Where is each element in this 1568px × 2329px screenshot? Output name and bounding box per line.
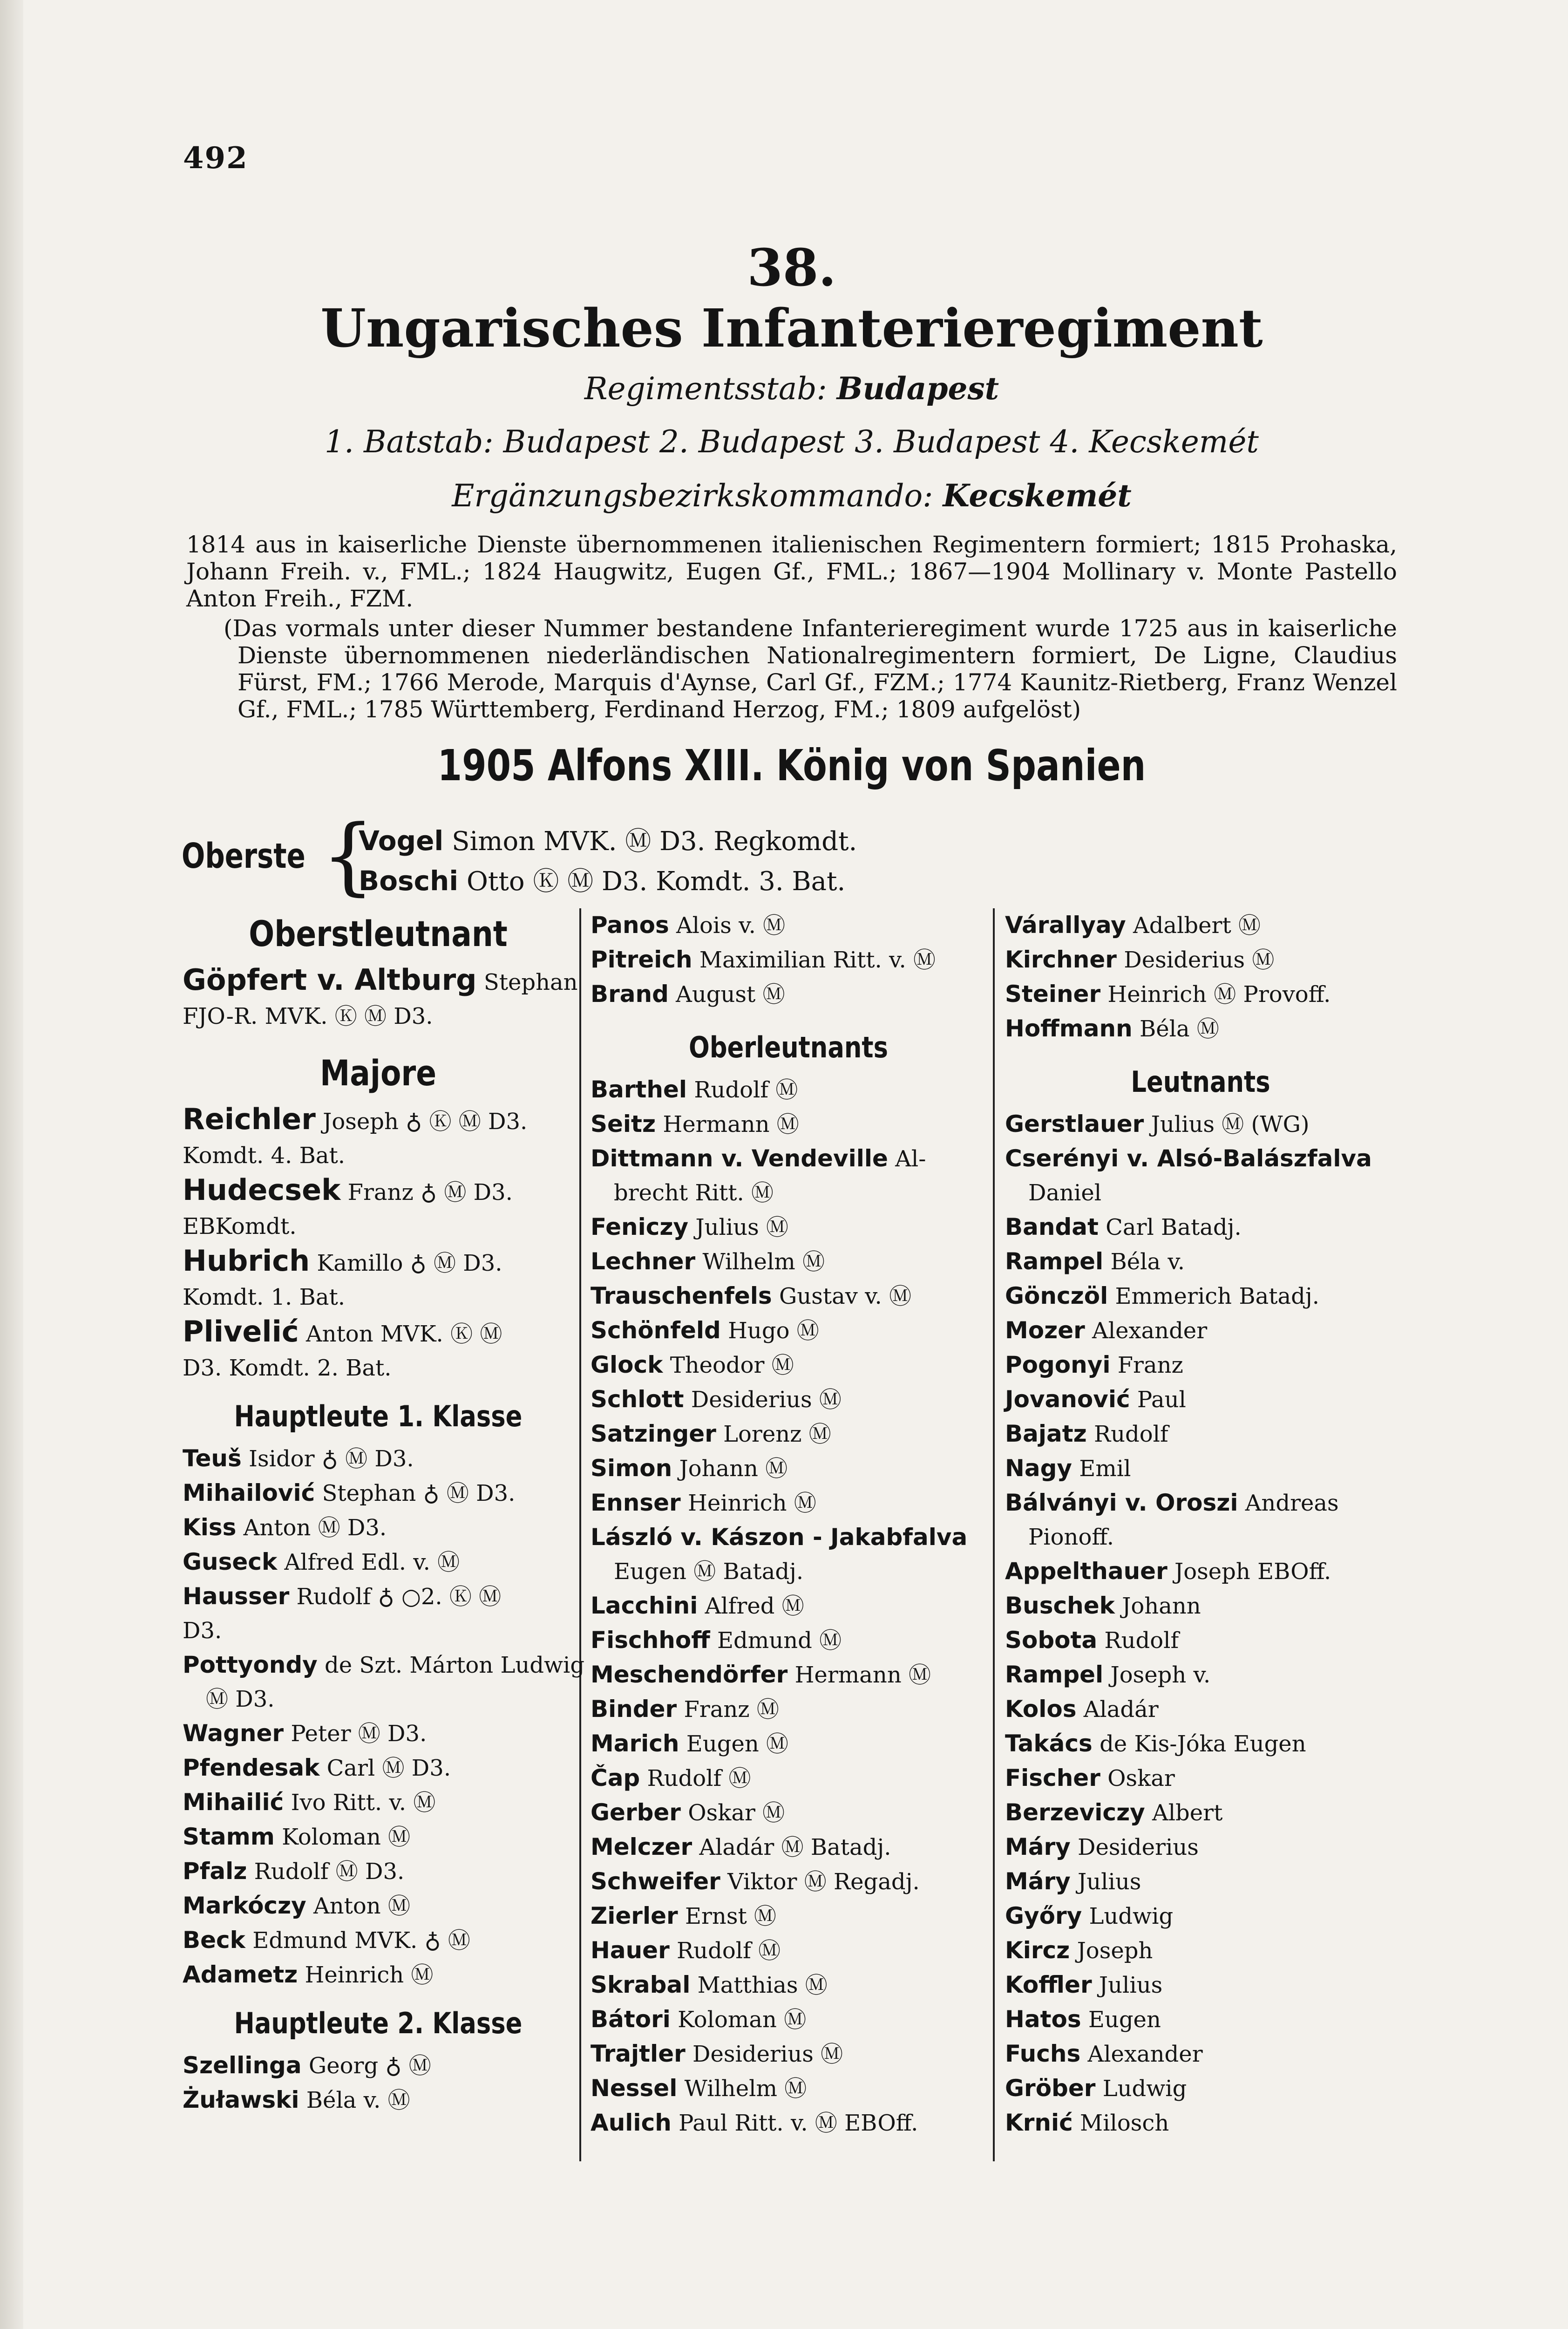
erganzung-command [177, 477, 1406, 514]
section-heading: Oberleutnants [689, 1030, 888, 1064]
officer-entry: Gerber Oskar Ⓜ [591, 1799, 785, 1826]
history-text-old: (Das vormals unter dieser Nummer bestandene Infanterieregiment wurde 1725 aus in kaiserliche Dienste übernommenen niederländischen Nationalregimentern formiert, De Ligne, Claudius Fürst, FM.; 1766 Merode, Marquis d'Aynse, Carl Gf., FZM.; 1774 Kaunitz-Rietberg, Franz Wenzel Gf., FML.; 1785 Württemberg, Ferdinand Herzog, FM.; 1809 aufgelöst) [224, 615, 1397, 723]
officer-details: Simon MVK. Ⓜ D3. Regkomdt. [452, 826, 857, 857]
officer-entry: Trajtler Desiderius Ⓜ [591, 2040, 843, 2067]
oberst-entry [359, 861, 845, 898]
officer-entry: Adametz Heinrich Ⓜ [183, 1961, 434, 1988]
officer-entry: Ennser Heinrich Ⓜ [591, 1489, 816, 1516]
officer-entry: Pogonyi Franz [1005, 1351, 1183, 1378]
officer-entry: Bandat Carl Batadj. [1005, 1213, 1242, 1240]
history-text: 1814 aus in kaiserliche Dienste übernommenen italienischen Regimentern formiert; 1815 Prohaska, Johann Freih. v., FML.; 1824 Haugwitz, Eugen Gf., FML.; 1867—1904 Mollinary v. Monte Pastello Anton Freih., FZM. [186, 531, 1397, 612]
scan-edge [0, 0, 23, 2329]
officer-entry: Pitreich Maximilian Ritt. v. Ⓜ [591, 946, 936, 973]
officer-name: Boschi [359, 865, 459, 897]
officer-entry: Győry Ludwig [1005, 1902, 1174, 1929]
oberste-label: Oberste [182, 836, 305, 876]
regiment-staff [177, 370, 1406, 407]
officer-entry: Gerstlauer Julius Ⓜ (WG) [1005, 1110, 1310, 1137]
officer-entry: Hubrich Kamillo ♁ Ⓜ D3. Komdt. 1. Bat. [183, 1244, 502, 1310]
staff-label: Regimentsstab: [584, 371, 827, 407]
section-heading: Majore [319, 1052, 437, 1094]
officer-entry: Máry Desiderius [1005, 1833, 1199, 1860]
officer-entry: Schönfeld Hugo Ⓜ [591, 1317, 819, 1344]
officer-entry: Steiner Heinrich Ⓜ Provoff. [1005, 981, 1331, 1008]
officer-entry: Pottyondy de Szt. Márton Ludwig Ⓜ D3. [183, 1651, 585, 1712]
officer-entry: Beck Edmund MVK. ♁ Ⓜ [183, 1927, 470, 1954]
officer-entry: Rampel Joseph v. [1005, 1661, 1211, 1688]
officer-entry: Aulich Paul Ritt. v. Ⓜ EBOff. [591, 2109, 918, 2136]
officer-entry: Barthel Rudolf Ⓜ [591, 1076, 798, 1103]
officer-entry: Máry Julius [1005, 1868, 1141, 1895]
officer-entry: Lacchini Alfred Ⓜ [591, 1592, 804, 1619]
officer-entry: Mihailić Ivo Ritt. v. Ⓜ [183, 1789, 436, 1816]
regiment-name: Ungarisches Infanterieregiment [320, 298, 1263, 359]
history-paragraph [186, 531, 1397, 612]
officer-entry: Nessel Wilhelm Ⓜ [591, 2075, 807, 2102]
officer-entry: Satzinger Lorenz Ⓜ [591, 1420, 831, 1447]
section-heading: Leutnants [1131, 1065, 1270, 1099]
officer-entry: Sobota Rudolf [1005, 1627, 1179, 1654]
roster-column-1 [183, 908, 585, 2161]
officer-entry: Żuławski Béla v. Ⓜ [183, 2086, 410, 2113]
erganzung-location: Kecskemét [943, 477, 1132, 514]
officer-entry: László v. Kászon - Jakabfalva Eugen Ⓜ Batadj. [591, 1524, 968, 1585]
officer-entry: Hudecsek Franz ♁ Ⓜ D3. EBKomdt. [183, 1173, 513, 1239]
officer-entry: Lechner Wilhelm Ⓜ [591, 1248, 825, 1275]
officer-entry: Dittmann v. Vendeville Al- brecht Ritt. Ⓜ [591, 1145, 926, 1206]
roster-column-2 [591, 908, 986, 2161]
officer-entry: Teuš Isidor ♁ Ⓜ D3. [183, 1445, 414, 1472]
battalion-staffs: 1. Batstab: Budapest 2. Budapest 3. Budapest 4. Kecskemét [325, 424, 1259, 460]
officer-entry: Gröber Ludwig [1005, 2075, 1187, 2102]
officer-entry: Meschendörfer Hermann Ⓜ [591, 1661, 931, 1688]
regiment-number: 38. [747, 238, 836, 298]
officer-entry: Szellinga Georg ♁ Ⓜ [183, 2052, 431, 2079]
regiment-owner: 1905 Alfons XIII. König von Spanien [437, 741, 1146, 790]
history-paragraph-old [186, 615, 1397, 723]
section-heading: Hauptleute 1. Klasse [234, 1399, 523, 1433]
officer-entry: Mihailović Stephan ♁ Ⓜ D3. [183, 1479, 516, 1506]
officer-entry: Bálványi v. Oroszi Andreas Pionoff. [1005, 1489, 1339, 1550]
officer-entry: Plivelić Anton MVK. Ⓚ Ⓜ D3. Komdt. 2. Bat. [183, 1314, 502, 1381]
column-divider [993, 908, 995, 2161]
oberst-entry [359, 821, 857, 858]
officer-entry: Feniczy Julius Ⓜ [591, 1213, 789, 1240]
officer-entry: Fischer Oskar [1005, 1764, 1175, 1791]
officer-entry: Kirchner Desiderius Ⓜ [1005, 946, 1275, 973]
officer-entry: Hauer Rudolf Ⓜ [591, 1937, 781, 1964]
officer-entry: Stamm Koloman Ⓜ [183, 1823, 411, 1850]
officer-entry: Seitz Hermann Ⓜ [591, 1110, 799, 1137]
officer-entry: Čap Rudolf Ⓜ [591, 1764, 751, 1791]
officer-entry: Hoffmann Béla Ⓜ [1005, 1015, 1219, 1042]
officer-entry: Glock Theodor Ⓜ [591, 1351, 794, 1378]
officer-entry: Pfendesak Carl Ⓜ D3. [183, 1754, 451, 1781]
officer-entry: Mozer Alexander [1005, 1317, 1208, 1344]
officer-entry: Koffler Julius [1005, 1971, 1163, 1998]
officer-entry: Nagy Emil [1005, 1455, 1131, 1482]
roster-column-3 [1005, 908, 1396, 2161]
officer-entry: Hausser Rudolf ♁ ○2. Ⓚ Ⓜ D3. [183, 1583, 502, 1644]
officer-entry: Melczer Aladár Ⓜ Batadj. [591, 1833, 891, 1860]
officer-entry: Rampel Béla v. [1005, 1248, 1185, 1275]
officer-entry: Marich Eugen Ⓜ [591, 1730, 789, 1757]
officer-entry: Bátori Koloman Ⓜ [591, 2006, 807, 2033]
erganzung-label: Ergänzungsbezirkskommando: [452, 478, 933, 514]
officer-entry: Takács de Kis-Jóka Eugen [1005, 1730, 1306, 1757]
officer-entry: Binder Franz Ⓜ [591, 1696, 779, 1723]
officer-entry: Bajatz Rudolf [1005, 1420, 1168, 1447]
officer-entry: Wagner Peter Ⓜ D3. [183, 1720, 427, 1747]
officer-entry: Göpfert v. Altburg Stephan FJO-R. MVK. Ⓚ Ⓜ D3. [183, 963, 578, 1029]
officer-entry: Krnić Milosch [1005, 2109, 1169, 2136]
officer-entry: Fuchs Alexander [1005, 2040, 1203, 2067]
officer-entry: Schlott Desiderius Ⓜ [591, 1386, 842, 1413]
officer-entry: Hatos Eugen [1005, 2006, 1161, 2033]
section-heading: Oberstleutnant [249, 913, 508, 954]
officer-entry: Pfalz Rudolf Ⓜ D3. [183, 1858, 405, 1885]
section-heading: Hauptleute 2. Klasse [234, 2006, 523, 2040]
officer-entry: Guseck Alfred Edl. v. Ⓜ [183, 1548, 460, 1575]
officer-entry: Reichler Joseph ♁ Ⓚ Ⓜ D3. Komdt. 4. Bat. [183, 1102, 528, 1169]
officer-entry: Panos Alois v. Ⓜ [591, 912, 786, 939]
officer-entry: Schweifer Viktor Ⓜ Regadj. [591, 1868, 920, 1895]
column-divider [579, 908, 581, 2161]
officer-name: Vogel [359, 825, 444, 857]
officer-entry: Kolos Aladár [1005, 1696, 1159, 1723]
officer-entry: Skrabal Matthias Ⓜ [591, 1971, 828, 1998]
officer-entry: Kiss Anton Ⓜ D3. [183, 1514, 387, 1541]
officer-entry: Kircz Joseph [1005, 1937, 1153, 1964]
officer-entry: Jovanović Paul [1005, 1386, 1186, 1413]
officer-entry: Buschek Johann [1005, 1592, 1201, 1619]
officer-entry: Zierler Ernst Ⓜ [591, 1902, 777, 1929]
officer-entry: Markóczy Anton Ⓜ [183, 1892, 410, 1919]
officer-entry: Várallyay Adalbert Ⓜ [1005, 912, 1261, 939]
officer-details: Otto Ⓚ Ⓜ D3. Komdt. 3. Bat. [466, 866, 846, 897]
brace-glyph: { [321, 807, 375, 905]
officer-entry: Berzeviczy Albert [1005, 1799, 1223, 1826]
officer-entry: Brand August Ⓜ [591, 981, 785, 1008]
officer-entry: Trauschenfels Gustav v. Ⓜ [591, 1282, 912, 1309]
officer-entry: Fischhoff Edmund Ⓜ [591, 1627, 842, 1654]
officer-entry: Simon Johann Ⓜ [591, 1455, 788, 1482]
officer-entry: Gönczöl Emmerich Batadj. [1005, 1282, 1319, 1309]
staff-location: Budapest [836, 370, 999, 407]
officer-entry: Cserényi v. Alsó-Balászfalva Daniel [1005, 1145, 1372, 1206]
officer-entry: Appelthauer Joseph EBOff. [1005, 1558, 1331, 1585]
page-number: 492 [183, 141, 248, 176]
